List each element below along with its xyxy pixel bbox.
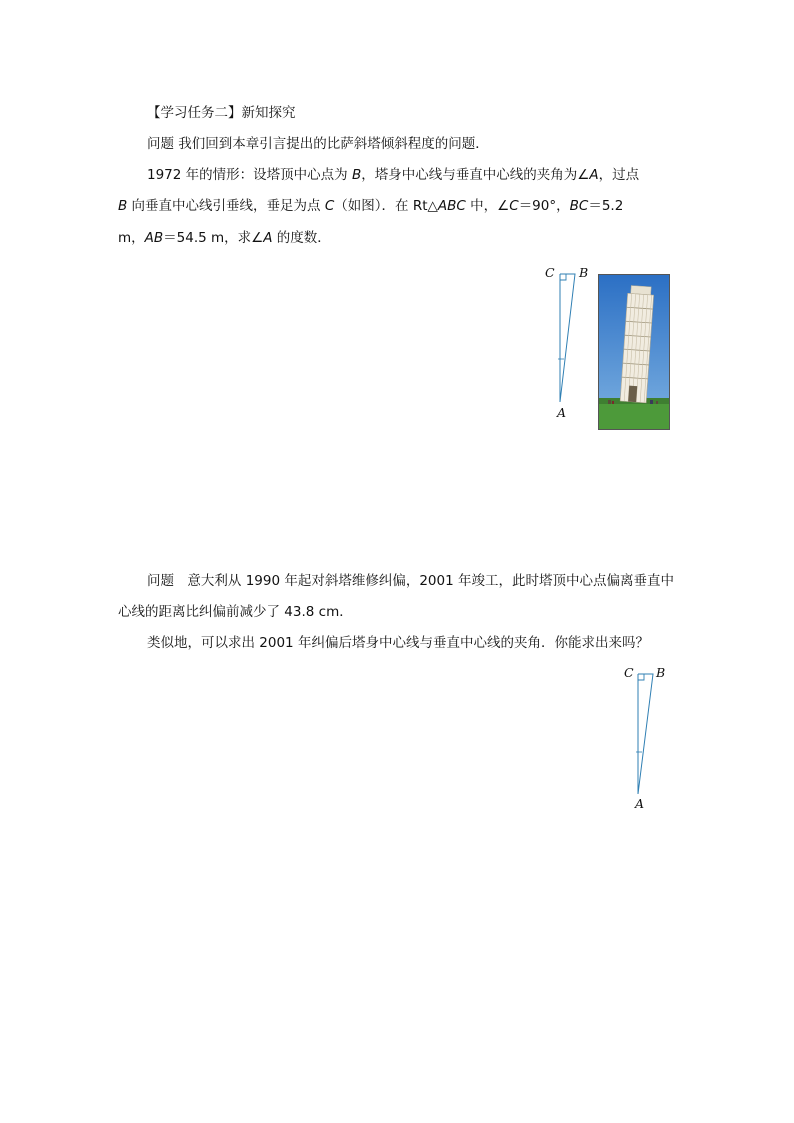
figure2-label-c: C	[624, 665, 634, 680]
problem1-line2: B 向垂直中心线引垂线，垂足为点 C（如图）．在 Rt△ABC 中，∠C＝90°，BC＝5.2	[118, 198, 624, 214]
figure2-label-a: A	[635, 796, 645, 811]
problem1-line3: m，AB＝54.5 m，求∠A 的度数．	[118, 230, 331, 246]
problem2-line1-text: 意大利从 1990 年起对斜塔维修纠偏，2001 年竣工，此时塔顶中心点偏离垂直中	[187, 573, 674, 589]
figure1-label-b: B	[579, 265, 589, 280]
figure1-label-a: A	[557, 405, 567, 420]
figure1-label-c: C	[545, 265, 555, 280]
problem1-line1	[147, 166, 674, 184]
problem2-line3: 类似地，可以求出 2001 年纠偏后塔身中心线与垂直中心线的夹角．你能求出来吗？	[147, 635, 649, 651]
problem1-intro: 问题 我们回到本章引言提出的比萨斜塔倾斜程度的问题．	[147, 136, 489, 152]
problem2-line1	[147, 572, 674, 590]
task-heading: 【学习任务二】新知探究	[147, 105, 296, 121]
problem1-line1-text: 1972 年的情形：设塔顶中心点为 B，塔身中心线与垂直中心线的夹角为∠A，过点	[147, 167, 640, 183]
problem2-label: 问题	[147, 573, 174, 589]
figure2-label-b: B	[656, 665, 666, 680]
problem2-line2: 心线的距离比纠偏前减少了 43.8 cm．	[118, 604, 353, 620]
figure2-triangle	[628, 670, 658, 800]
figure1-triangle	[550, 270, 580, 410]
leaning-tower-of-pisa-photo	[598, 274, 670, 430]
